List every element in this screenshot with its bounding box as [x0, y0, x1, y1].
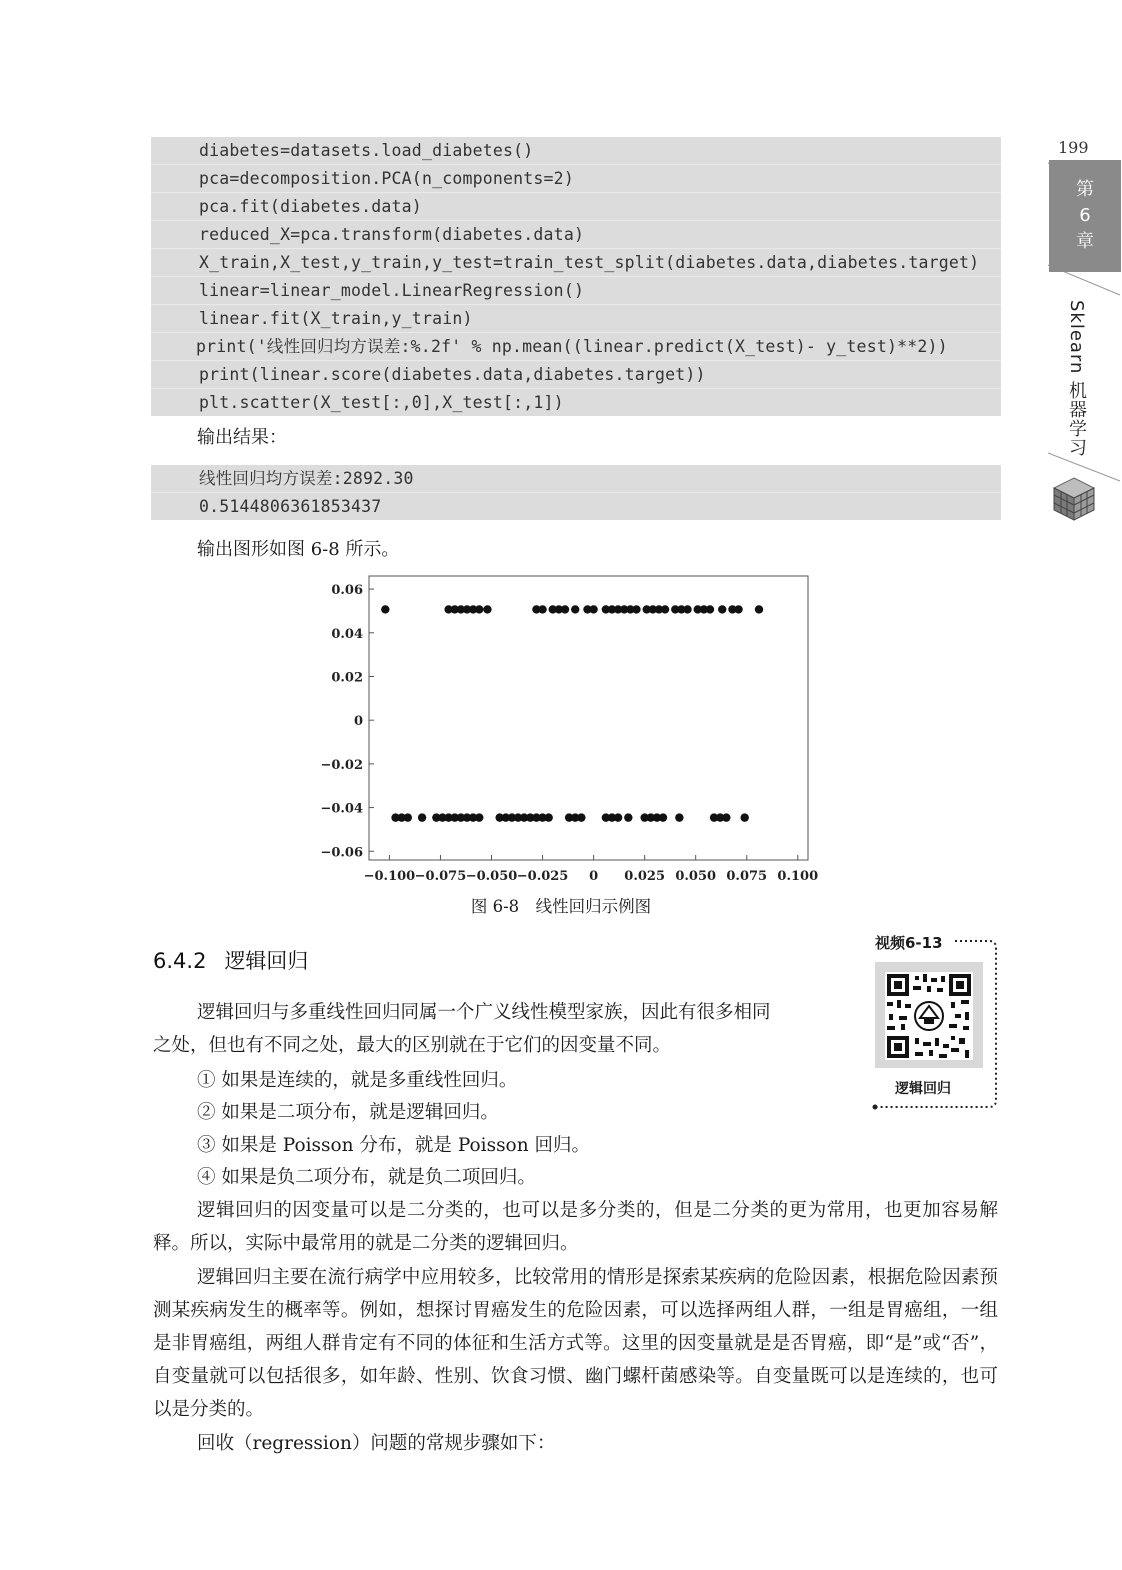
code-block-output: [151, 465, 1001, 520]
output-label: 输出结果：: [197, 427, 287, 448]
video-qr-box[interactable]: [871, 932, 997, 1108]
paragraph: 逻辑回归的因变量可以是二分类的，也可以是多分类的，但是二分类的更为常用，也更加容易解释。所以，实际中最常用的就是二分类的逻辑回归。: [153, 1200, 998, 1254]
paragraph: 逻辑回归主要在流行病学中应用较多，比较常用的情形是探索某疾病的危险因素，根据危险因素预测某疾病发生的概率等。例如，想探讨胃癌发生的危险因素，可以选择两组人群，一组是胃癌组，一组是非胃癌组，两组人群肯定有不同的体征和生活方式等。这里的因变量就是是否胃癌，即“是”或“否”，自变量就可以包括很多，如年龄、性别、饮食习惯、幽门螺杆菌感染等。自变量既可以是连续的，也可以是分类的。: [153, 1267, 998, 1420]
scatter-point: [755, 605, 763, 613]
section-title: 逻辑回归: [224, 949, 309, 973]
scatter-point: [718, 605, 726, 613]
paragraph-intro: [153, 996, 853, 1062]
scatter-point: [722, 813, 730, 821]
code-line: plt.scatter(X_test[:,0],X_test[:,1]): [151, 388, 1001, 416]
scatter-point: [475, 605, 483, 613]
scatter-point: [538, 605, 546, 613]
page-number: 199: [1058, 138, 1089, 157]
code-block-source: [151, 137, 1001, 416]
scatter-point: [675, 813, 683, 821]
scatter-point: [706, 605, 714, 613]
rubik-cube-icon: [1052, 476, 1096, 522]
y-tick-label: 0: [353, 714, 363, 730]
paragraph: 回收（regression）问题的常规步骤如下：: [197, 1433, 556, 1454]
x-tick-label: 0: [589, 869, 599, 884]
scatter-point: [483, 605, 491, 613]
scatter-point: [475, 813, 483, 821]
x-tick-label: −0.100: [363, 869, 416, 884]
scatter-point: [683, 605, 691, 613]
code-line: print(linear.score(diabetes.data,diabetes.target)): [151, 360, 1001, 388]
list-item: ② 如果是二项分布，就是逻辑回归。: [197, 1102, 499, 1123]
scatter-chart: [310, 565, 840, 890]
code-line: X_train,X_test,y_train,y_test=train_test_split(diabetes.data,diabetes.target): [151, 248, 1001, 276]
scatter-point: [381, 605, 389, 613]
scatter-point: [589, 605, 597, 613]
code-line: linear.fit(X_train,y_train): [151, 304, 1001, 332]
scatter-point: [571, 605, 579, 613]
list-item: ③ 如果是 Poisson 分布，就是 Poisson 回归。: [197, 1135, 590, 1156]
y-tick-label: −0.02: [320, 757, 363, 773]
list-item: ④ 如果是负二项分布，就是负二项回归。: [197, 1167, 536, 1188]
y-tick-label: 0.02: [331, 670, 363, 686]
video-title: 视频6-13: [875, 934, 943, 952]
scatter-point: [544, 813, 552, 821]
scatter-point: [614, 813, 622, 821]
scatter-point: [661, 605, 669, 613]
code-line: 0.5144806361853437: [151, 492, 1001, 520]
scatter-point: [734, 605, 742, 613]
scatter-point: [659, 813, 667, 821]
paragraph-line: 之处，但也有不同之处，最大的区别就在于它们的因变量不同。: [153, 1035, 672, 1056]
x-tick-label: 0.025: [624, 869, 666, 884]
scatter-point: [624, 813, 632, 821]
chapter-title: Sklearn 机器学习: [1066, 300, 1087, 458]
code-line: 线性回归均方误差:2892.30: [199, 469, 414, 488]
code-line: pca.fit(diabetes.data): [151, 192, 1001, 220]
section-number: 6.4.2: [153, 949, 207, 973]
code-line: reduced_X=pca.transform(diabetes.data): [151, 220, 1001, 248]
x-tick-label: −0.025: [516, 869, 569, 884]
code-line: print('线性回归均方误差:%.2f' % np.mean((linear.predict(X_test)- y_test)**2)): [151, 332, 1001, 360]
chapter-tab-line2: 6: [1079, 205, 1091, 226]
x-tick-label: 0.100: [777, 869, 819, 884]
scatter-point: [577, 813, 585, 821]
scatter-point: [418, 813, 426, 821]
y-tick-label: 0.04: [331, 626, 363, 642]
code-line: pca=decomposition.PCA(n_components=2): [151, 164, 1001, 192]
figure-intro: 输出图形如图 6-8 所示。: [197, 539, 400, 560]
x-tick-label: −0.075: [414, 869, 467, 884]
y-tick-label: 0.06: [331, 583, 363, 599]
video-label: 逻辑回归: [895, 1081, 951, 1097]
scatter-point: [561, 605, 569, 613]
qr-code-icon[interactable]: [885, 972, 973, 1060]
figure-caption: 图 6-8 线性回归示例图: [470, 897, 652, 916]
scatter-point: [404, 813, 412, 821]
chapter-tab-line1: 第: [1076, 179, 1094, 200]
chapter-tab-line3: 章: [1076, 231, 1094, 252]
x-tick-label: 0.050: [675, 869, 717, 884]
paragraph-line: 逻辑回归与多重线性回归同属一个广义线性模型家族，因此有很多相同: [197, 1002, 771, 1023]
section-heading: [153, 945, 326, 975]
list-item: ① 如果是连续的，就是多重线性回归。: [197, 1070, 518, 1091]
scatter-point: [632, 605, 640, 613]
scatter-point: [741, 813, 749, 821]
chapter-tab: [1049, 160, 1121, 272]
x-tick-label: −0.050: [465, 869, 518, 884]
y-tick-label: −0.06: [320, 845, 363, 861]
code-line: diabetes=datasets.load_diabetes(): [199, 141, 534, 160]
y-tick-label: −0.04: [320, 801, 363, 817]
code-line: linear=linear_model.LinearRegression(): [151, 276, 1001, 304]
x-tick-label: 0.075: [726, 869, 768, 884]
